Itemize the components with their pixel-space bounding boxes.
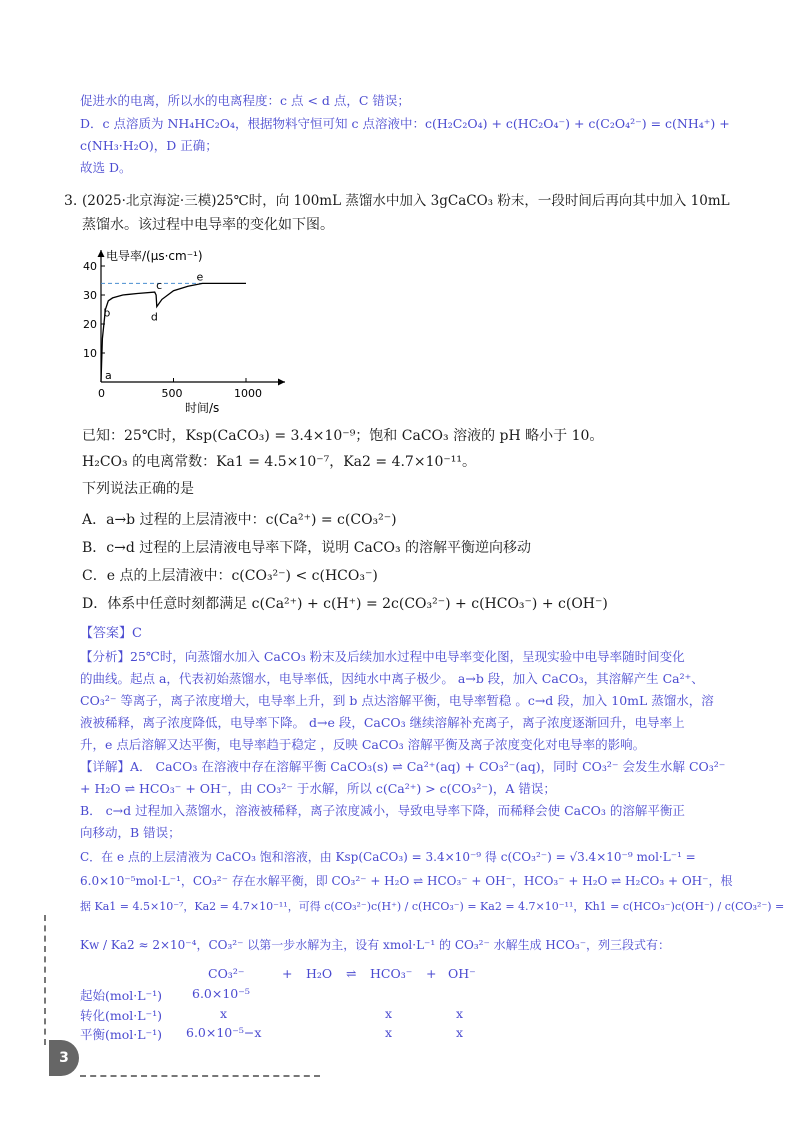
analysis-line-3: CO₃²⁻ 等离子，离子浓度增大，电导率上升，到 b 点达溶解平衡，电导率暂稳 。c→d 段，加入 10mL 蒸馏水，溶	[80, 693, 714, 708]
point-label-e: e	[196, 270, 204, 284]
conductivity-chart	[80, 242, 300, 422]
x-axis-label: 时间/s	[185, 401, 220, 415]
point-label-b: b	[103, 306, 111, 320]
question-prompt: 下列说法正确的是	[82, 481, 194, 497]
row-start-c1: 6.0×10⁻⁵	[192, 986, 250, 1001]
row-change-c2: x	[385, 1006, 393, 1021]
row-eq-label: 平衡(mol·L⁻¹)	[80, 1027, 163, 1042]
detail-line-5: C．在 e 点的上层清液为 CaCO₃ 饱和溶液，由 Ksp(CaCO₃) = 3.4×10⁻⁹ 得 c(CO₃²⁻) = √3.4×10⁻⁹ mol·L⁻¹ =	[80, 850, 696, 864]
row-change-c3: x	[456, 1006, 464, 1021]
y-tick-label: 40	[83, 260, 97, 273]
x-tick-label: 1000	[234, 387, 262, 400]
eq-oh: OH⁻	[448, 966, 476, 981]
detail-line-4: 向移动，B 错误；	[80, 825, 181, 840]
footer-dashed-line	[80, 1075, 320, 1077]
question-line-1: (2025·北京海淀·三模)25℃时，向 100mL 蒸馏水中加入 3gCaCO₃ 粉末，一段时间后再向其中加入 10mL	[82, 193, 730, 209]
eq-hco3: HCO₃⁻	[370, 966, 413, 981]
row-change-c1: x	[220, 1006, 228, 1021]
analysis-line-1: 【分析】25℃时，向蒸馏水加入 CaCO₃ 粉末及后续加水过程中电导率变化图，呈现实验中电导率随时间变化	[80, 649, 685, 664]
analysis-line-5: 升，e 点后溶解又达平衡，电导率趋于稳定 ，反映 CaCO₃ 溶解平衡及离子浓度变化对电导率的影响。	[80, 737, 646, 752]
eq-h2o: H₂O	[306, 966, 333, 981]
answer-label: 【答案】C	[80, 626, 142, 641]
y-axis-label: 电导率/(μs·cm⁻¹)	[106, 249, 203, 263]
detail-line-1: 【详解】A． CaCO₃ 在溶液中存在溶解平衡 CaCO₃(s) ⇌ Ca²⁺(aq) + CO₃²⁻(aq)，同时 CO₃²⁻ 会发生水解 CO₃²⁻	[80, 759, 726, 774]
question-number: 3.	[64, 193, 78, 209]
detail-line-3: B． c→d 过程加入蒸馏水，溶液被稀释，离子浓度减小，导致电导率下降，而稀释会使 CaCO₃ 的溶解平衡正	[80, 803, 685, 818]
question-line-2: 蒸馏水。该过程中电导率的变化如下图。	[82, 217, 334, 233]
prev-line-1: 促进水的电离，所以水的电离程度：c 点 < d 点，C 错误；	[80, 93, 410, 108]
eq-plus-1: +	[282, 966, 293, 981]
row-start-label: 起始(mol·L⁻¹)	[80, 988, 163, 1003]
y-tick-label: 10	[83, 347, 97, 360]
prev-line-4: 故选 D。	[80, 160, 132, 175]
known-line-1: 已知：25℃时，Ksp(CaCO₃) = 3.4×10⁻⁹；饱和 CaCO₃ 溶液的 pH 略小于 10。	[82, 428, 604, 444]
prev-line-3: c(NH₃·H₂O)，D 正确；	[80, 138, 218, 153]
conductivity-curve	[101, 283, 246, 382]
analysis-line-4: 液被稀释，离子浓度降低，电导率下降。 d→e 段，CaCO₃ 继续溶解补充离子，离子浓度逐渐回升，电导率上	[80, 715, 685, 730]
prev-line-2: D．c 点溶质为 NH₄HC₂O₄，根据物料守恒可知 c 点溶液中：c(H₂C₂O₄) + c(HC₂O₄⁻) + c(C₂O₄²⁻) = c(NH₄⁺) +	[80, 116, 730, 131]
detail-line-8: Kw / Ka2 ≈ 2×10⁻⁴，CO₃²⁻ 以第一步水解为主，设有 xmol·L⁻¹ 的 CO₃²⁻ 水解生成 HCO₃⁻，列三段式有：	[80, 938, 671, 952]
analysis-line-2: 的曲线。起点 a，代表初始蒸馏水，电导率低，因纯水中离子极少。 a→b 段，加入 CaCO₃，其溶解产生 Ca²⁺、	[80, 671, 704, 686]
page-number-badge: 3	[49, 1040, 79, 1076]
row-eq-c3: x	[456, 1025, 464, 1040]
option-a: A．a→b 过程的上层清液中：c(Ca²⁺) = c(CO₃²⁻)	[82, 512, 397, 528]
point-label-c: c	[156, 279, 163, 293]
option-c: C．e 点的上层清液中：c(CO₃²⁻) < c(HCO₃⁻)	[82, 568, 378, 584]
detail-line-2: + H₂O ⇌ HCO₃⁻ + OH⁻，由 CO₃²⁻ 于水解，所以 c(Ca²⁺) > c(CO₃²⁻)，A 错误；	[80, 781, 556, 796]
x-tick-label: 0	[98, 387, 105, 400]
row-change-label: 转化(mol·L⁻¹)	[80, 1008, 163, 1023]
eq-co3: CO₃²⁻	[208, 966, 245, 981]
point-label-a: a	[105, 369, 112, 382]
row-eq-c2: x	[385, 1025, 393, 1040]
detail-line-7: 据 Ka1 = 4.5×10⁻⁷，Ka2 = 4.7×10⁻¹¹，可得 c(CO₃²⁻)c(H⁺) / c(HCO₃⁻) = Ka2 = 4.7×10⁻¹¹，Kh1 = c(HCO₃⁻)c(OH⁻) / c(CO₃²⁻) =	[80, 900, 785, 913]
detail-line-6: 6.0×10⁻⁵mol·L⁻¹，CO₃²⁻ 存在水解平衡，即 CO₃²⁻ + H₂O ⇌ HCO₃⁻ + OH⁻，HCO₃⁻ + H₂O ⇌ H₂CO₃ + OH⁻，根	[80, 874, 733, 888]
eq-plus-2: +	[426, 966, 437, 981]
option-b: B．c→d 过程的上层清液电导率下降，说明 CaCO₃ 的溶解平衡逆向移动	[82, 540, 532, 556]
known-line-2: H₂CO₃ 的电离常数：Ka1 = 4.5×10⁻⁷，Ka2 = 4.7×10⁻¹¹。	[82, 454, 476, 470]
x-tick-label: 500	[161, 387, 183, 400]
row-eq-c1: 6.0×10⁻⁵−x	[186, 1025, 262, 1040]
point-label-d: d	[150, 310, 158, 324]
y-tick-label: 20	[83, 318, 97, 331]
option-d: D．体系中任意时刻都满足 c(Ca²⁺) + c(H⁺) = 2c(CO₃²⁻) + c(HCO₃⁻) + c(OH⁻)	[82, 596, 608, 612]
margin-dashed-line	[44, 915, 46, 1045]
eq-arrow: ⇌	[346, 966, 357, 981]
y-tick-label: 30	[83, 289, 97, 302]
